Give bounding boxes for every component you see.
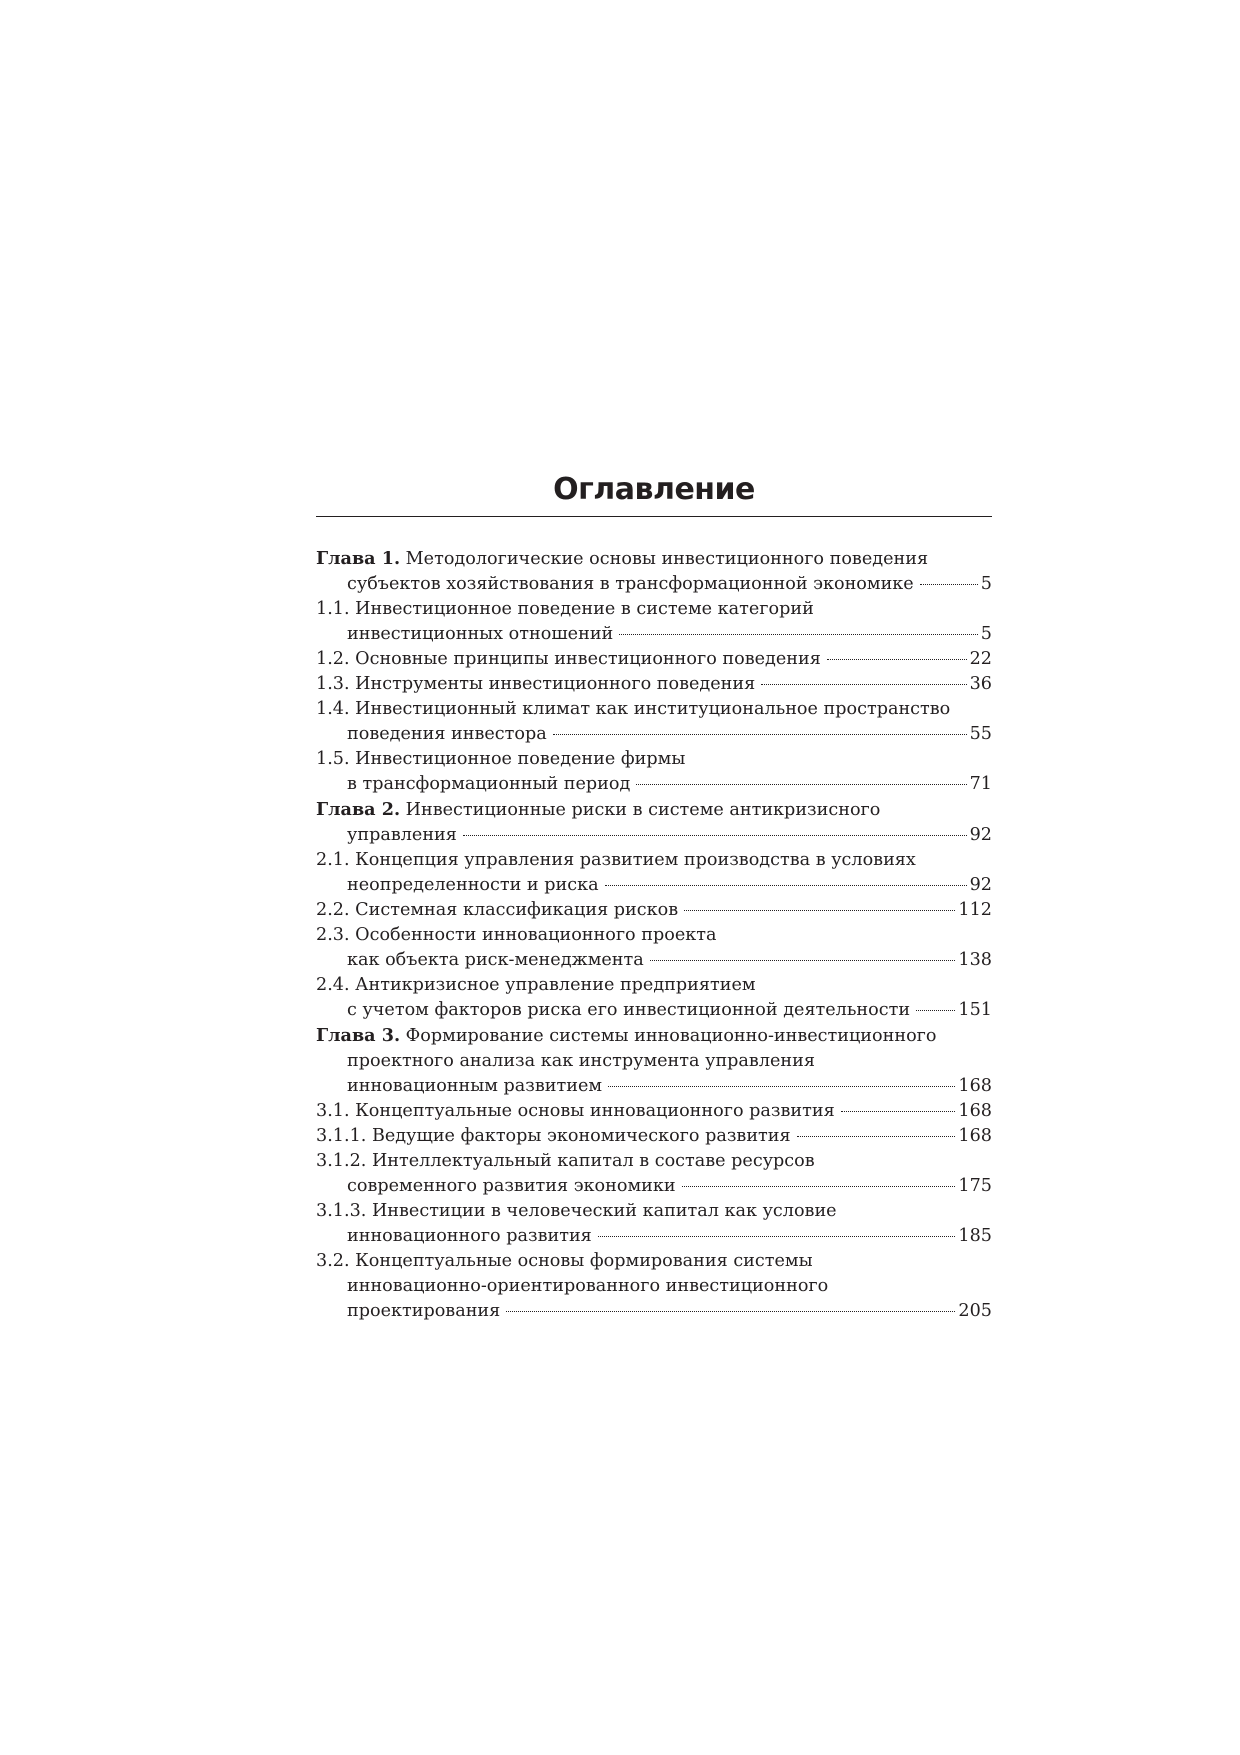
- toc-entry-title: Ведущие факторы экономического развития: [371, 1126, 791, 1146]
- toc-entry-text-wrap: [316, 699, 950, 719]
- dot-leader: [797, 1136, 956, 1137]
- toc-entry: [316, 747, 992, 797]
- toc-entry-text-wrap: [316, 1099, 835, 1124]
- toc-entry-line: [316, 973, 992, 998]
- toc-entry: [316, 1124, 992, 1149]
- toc-entry-line: [316, 1124, 992, 1149]
- toc-entry-text-wrap: [347, 1299, 500, 1324]
- toc-entry-text-wrap: [316, 925, 716, 945]
- page-number: 92: [969, 875, 992, 895]
- toc-entry-title: Инвестиционные риски в системе антикризисного: [405, 800, 881, 820]
- toc-entry-text-wrap: [316, 800, 880, 820]
- toc-entry: [316, 1249, 992, 1324]
- toc-entry-title: Формирование системы инновационно-инвестиционного: [405, 1026, 937, 1046]
- toc-entry-text-wrap: [316, 672, 755, 697]
- chapter-label: Глава 2.: [316, 799, 401, 820]
- section-number: 2.1.: [316, 850, 350, 870]
- toc-entry-text-wrap: [316, 975, 756, 995]
- toc-entry: [316, 672, 992, 697]
- page-number: 71: [969, 774, 992, 794]
- dot-leader: [636, 784, 966, 785]
- page-number: 151: [958, 1000, 992, 1020]
- section-number: 1.2.: [316, 649, 350, 669]
- dot-leader: [684, 910, 955, 911]
- toc-entry: [316, 797, 992, 848]
- toc-entry-text-wrap: [347, 572, 914, 597]
- toc-entry-title: в трансформационный период: [347, 774, 631, 794]
- toc-entry: [316, 848, 992, 898]
- toc-entry-title: Антикризисное управление предприятием: [355, 975, 756, 995]
- section-number: 1.4.: [316, 699, 350, 719]
- toc-entry-line: [316, 998, 992, 1023]
- page-number: 55: [969, 724, 992, 744]
- toc-entry-line: [316, 1023, 992, 1049]
- toc-entry-title: проектного анализа как инструмента управления: [347, 1051, 815, 1071]
- toc-entry-line: [316, 848, 992, 873]
- toc-entry-line: [316, 622, 992, 647]
- toc-entry-text-wrap: [316, 1201, 837, 1221]
- page-number: 168: [958, 1076, 992, 1096]
- title-rule: [316, 516, 992, 517]
- dot-leader: [682, 1186, 956, 1187]
- toc-list: [316, 546, 992, 1324]
- dot-leader: [598, 1236, 956, 1237]
- toc-entry-title: Инвестиции в человеческий капитал как условие: [371, 1201, 837, 1221]
- section-number: 1.1.: [316, 599, 350, 619]
- page-number: 185: [958, 1226, 992, 1246]
- dot-leader: [506, 1311, 955, 1312]
- dot-leader: [605, 885, 967, 886]
- section-number: 2.3.: [316, 925, 350, 945]
- dot-leader: [841, 1111, 956, 1112]
- page-number: 5: [980, 574, 992, 594]
- toc-entry-title: Инвестиционное поведение фирмы: [355, 749, 686, 769]
- section-number: 3.2.: [316, 1251, 350, 1271]
- dot-leader: [463, 835, 967, 836]
- toc-entry-line: [316, 1149, 992, 1174]
- page-title: Оглавление: [553, 472, 755, 507]
- page-number: 168: [958, 1101, 992, 1121]
- toc-entry-line: [316, 898, 992, 923]
- table-of-contents: [316, 470, 992, 1324]
- dot-leader: [553, 734, 967, 735]
- dot-leader: [920, 584, 978, 585]
- dot-leader: [619, 634, 978, 635]
- toc-entry-text-wrap: [347, 1174, 676, 1199]
- toc-entry-text-wrap: [347, 1051, 815, 1071]
- toc-entry: [316, 697, 992, 747]
- toc-entry-line: [316, 1099, 992, 1124]
- toc-entry: [316, 1149, 992, 1199]
- dot-leader: [608, 1086, 955, 1087]
- toc-entry-line: [316, 1224, 992, 1249]
- toc-entry-title: инновационного развития: [347, 1226, 592, 1246]
- toc-entry-line: [316, 1299, 992, 1324]
- toc-entry-text-wrap: [347, 1224, 592, 1249]
- section-number: 3.1.2.: [316, 1151, 367, 1171]
- toc-entry-text-wrap: [347, 722, 547, 747]
- toc-entry-text-wrap: [316, 1151, 815, 1171]
- toc-entry-text-wrap: [316, 1124, 791, 1149]
- toc-entry-title: субъектов хозяйствования в трансформационной экономике: [347, 574, 914, 594]
- page-number: 112: [958, 900, 992, 920]
- toc-entry-line: [316, 722, 992, 747]
- toc-entry-title: Интеллектуальный капитал в составе ресурсов: [371, 1151, 815, 1171]
- toc-entry-text-wrap: [347, 998, 910, 1023]
- toc-entry: [316, 923, 992, 973]
- toc-entry-line: [316, 1274, 992, 1299]
- toc-entry-line: [316, 672, 992, 697]
- toc-entry-text-wrap: [316, 749, 685, 769]
- toc-entry-text-wrap: [347, 1276, 828, 1296]
- toc-entry-line: [316, 546, 992, 572]
- toc-entry-title: проектирования: [347, 1301, 501, 1321]
- toc-entry-title: поведения инвестора: [347, 724, 547, 744]
- toc-entry-text-wrap: [316, 647, 821, 672]
- toc-entry-title: как объекта риск-менеджмента: [347, 950, 644, 970]
- toc-entry-line: [316, 823, 992, 848]
- section-number: 2.2.: [316, 900, 350, 920]
- toc-entry-line: [316, 1249, 992, 1274]
- page-number: 92: [969, 825, 992, 845]
- dot-leader: [916, 1010, 955, 1011]
- chapter-label: Глава 3.: [316, 1025, 401, 1046]
- section-number: 3.1.3.: [316, 1201, 367, 1221]
- toc-entry: [316, 1199, 992, 1249]
- toc-entry: [316, 647, 992, 672]
- page-number: 36: [969, 674, 992, 694]
- toc-entry-title: управления: [347, 825, 457, 845]
- toc-entry-title: Концептуальные основы инновационного развития: [355, 1101, 835, 1121]
- page-number: 5: [980, 624, 992, 644]
- toc-entry-title: инвестиционных отношений: [347, 624, 614, 644]
- page-number: 175: [958, 1176, 992, 1196]
- toc-entry-title: Инвестиционный климат как институциональное пространство: [355, 699, 951, 719]
- section-number: 1.5.: [316, 749, 350, 769]
- toc-entry-title: Инвестиционное поведение в системе категорий: [355, 599, 814, 619]
- toc-entry-title: инновационно-ориентированного инвестиционного: [347, 1276, 829, 1296]
- toc-entry: [316, 973, 992, 1023]
- toc-entry-title: Системная классификация рисков: [355, 900, 679, 920]
- toc-entry-line: [316, 948, 992, 973]
- toc-entry-title: Основные принципы инвестиционного поведения: [355, 649, 821, 669]
- toc-entry-text-wrap: [347, 948, 644, 973]
- section-number: 1.3.: [316, 674, 350, 694]
- toc-entry-title: Особенности инновационного проекта: [355, 925, 717, 945]
- page-number: 138: [958, 950, 992, 970]
- toc-entry-line: [316, 747, 992, 772]
- toc-entry-title: инновационным развитием: [347, 1076, 603, 1096]
- toc-entry-title: с учетом факторов риска его инвестиционной деятельности: [347, 1000, 911, 1020]
- toc-entry-line: [316, 697, 992, 722]
- toc-entry-line: [316, 797, 992, 823]
- toc-entry-text-wrap: [316, 898, 678, 923]
- toc-entry-line: [316, 772, 992, 797]
- toc-entry-line: [316, 1049, 992, 1074]
- toc-entry-text-wrap: [347, 1074, 602, 1099]
- toc-entry-text-wrap: [316, 850, 916, 870]
- toc-entry-title: Инструменты инвестиционного поведения: [355, 674, 756, 694]
- toc-entry-text-wrap: [316, 1251, 813, 1271]
- toc-entry-line: [316, 1199, 992, 1224]
- toc-entry-line: [316, 1074, 992, 1099]
- page-number: 22: [969, 649, 992, 669]
- page-number: 205: [958, 1301, 992, 1321]
- toc-entry-line: [316, 597, 992, 622]
- toc-entry: [316, 597, 992, 647]
- toc-entry-text-wrap: [347, 772, 630, 797]
- toc-entry-text-wrap: [316, 549, 928, 569]
- toc-entry-line: [316, 572, 992, 597]
- section-number: 3.1.: [316, 1101, 350, 1121]
- toc-entry-text-wrap: [347, 622, 613, 647]
- dot-leader: [650, 960, 956, 961]
- toc-entry-title: Методологические основы инвестиционного поведения: [405, 549, 929, 569]
- toc-entry-text-wrap: [316, 599, 814, 619]
- toc-entry-text-wrap: [347, 823, 457, 848]
- toc-entry-text-wrap: [347, 873, 599, 898]
- toc-entry-text-wrap: [316, 1026, 936, 1046]
- chapter-label: Глава 1.: [316, 548, 401, 569]
- toc-entry: [316, 546, 992, 597]
- toc-entry-title: Концепция управления развитием производства в условиях: [355, 850, 916, 870]
- section-number: 2.4.: [316, 975, 350, 995]
- toc-entry-line: [316, 923, 992, 948]
- toc-entry-title: современного развития экономики: [347, 1176, 676, 1196]
- toc-entry-line: [316, 873, 992, 898]
- toc-entry-title: Концептуальные основы формирования системы: [355, 1251, 813, 1271]
- dot-leader: [761, 684, 966, 685]
- dot-leader: [827, 659, 967, 660]
- toc-entry: [316, 898, 992, 923]
- page-number: 168: [958, 1126, 992, 1146]
- toc-entry-line: [316, 1174, 992, 1199]
- toc-entry: [316, 1099, 992, 1124]
- section-number: 3.1.1.: [316, 1126, 367, 1146]
- toc-entry: [316, 1023, 992, 1099]
- toc-entry-title: неопределенности и риска: [347, 875, 599, 895]
- toc-entry-line: [316, 647, 992, 672]
